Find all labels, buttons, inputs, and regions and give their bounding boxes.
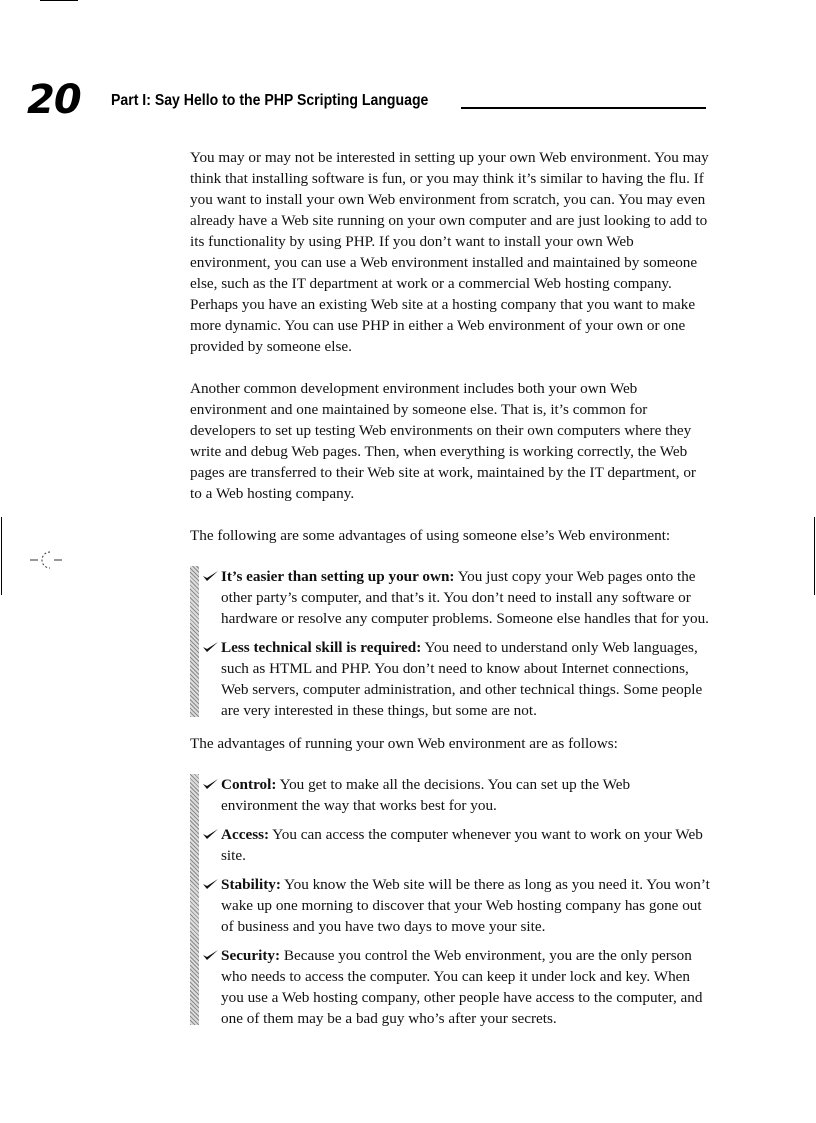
list-item-text: You know the Web site will be there as long as you need it. You won’t wake up one morning to discover that your Web hosting company has gone out of business and you have two days to move your site. [221, 876, 710, 935]
side-rule-right [814, 517, 815, 595]
list-item-text: Because you control the Web environment, you are the only person who needs to access the computer. You can keep it under lock and key. When you use a Web hosting company, other people have access to the computer, and one of them may be a bad guy who’s after your secrets. [221, 947, 703, 1027]
list-item-term: It’s easier than setting up your own: [221, 568, 455, 585]
body-text [190, 147, 710, 1041]
paragraph-others-advantages-lead: The following are some advantages of using someone else’s Web environment: [190, 527, 671, 544]
list-item-text: You get to make all the decisions. You can set up the Web environment the way that works best for you. [221, 776, 631, 814]
checkmark-icon [202, 878, 219, 891]
list-item-text: You can access the computer whenever you want to work on your Web site. [221, 826, 703, 864]
page-number: 20 [27, 77, 81, 123]
checkmark-icon [202, 641, 219, 654]
registration-mark-icon [30, 548, 62, 572]
list-others-advantages [190, 566, 710, 721]
list-item [190, 874, 710, 937]
header-rule [461, 107, 706, 109]
list-item [190, 774, 710, 816]
checkmark-icon [202, 570, 219, 583]
running-head-title: Part I: Say Hello to the PHP Scripting Language [111, 92, 429, 109]
list-item [190, 566, 710, 629]
crop-mark-top [40, 0, 78, 1]
side-rule-left [1, 517, 2, 595]
paragraph-intro: You may or may not be interested in setting up your own Web environment. You may think that installing software is fun, or you may think it’s similar to having the flu. If you want to install your own Web environment from scratch, you can. You may even already have a Web site running on your own computer and are just looking to add to its functionality by using PHP. If you don’t want to install your own Web environment, you can use a Web environment installed and maintained by someone else, such as the IT department at work or a commercial Web hosting company. Perhaps you have an existing Web site at a hosting company that you want to make more dynamic. You can use PHP in either a Web environment of your own or one provided by someone else. [190, 149, 709, 355]
list-item-term: Control: [221, 776, 277, 793]
list-item-term: Access: [221, 826, 270, 843]
list-item [190, 824, 710, 866]
list-item-text: You need to understand only Web languages, such as HTML and PHP. You don’t need to know about Internet connections, Web servers, computer administration, and other technical things. Some people are very interested in these things, but some are not. [221, 639, 703, 719]
list-item-text: You just copy your Web pages onto the other party’s computer, and that’s it. You don’t need to install any software or hardware or resolve any computer problems. Someone else handles that for you. [221, 568, 709, 627]
list-item-term: Security: [221, 947, 281, 964]
list-own-advantages [190, 774, 710, 1029]
list-item-term: Less technical skill is required: [221, 639, 422, 656]
list-item-term: Stability: [221, 876, 281, 893]
checkmark-icon [202, 828, 219, 841]
paragraph-development-environment: Another common development environment includes both your own Web environment and one maintained by someone else. That is, it’s common for developers to set up testing Web environments on their own computers where they write and debug Web pages. Then, when everything is working correctly, the Web pages are transferred to their Web site at work, maintained by the IT department, or to a Web hosting company. [190, 380, 696, 502]
checkmark-icon [202, 949, 219, 962]
checkmark-icon [202, 778, 219, 791]
list-item [190, 945, 710, 1029]
paragraph-own-advantages-lead: The advantages of running your own Web environment are as follows: [190, 735, 618, 752]
list-item [190, 637, 710, 721]
